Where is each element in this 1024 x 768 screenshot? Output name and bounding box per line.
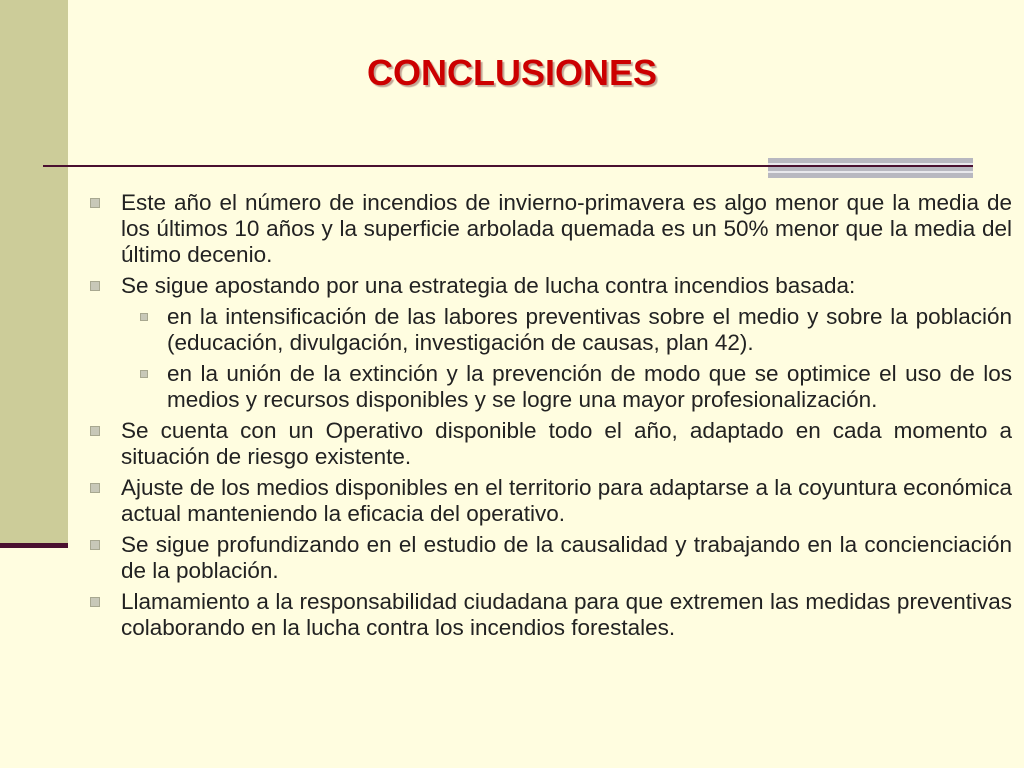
- bullet-item: [90, 418, 1012, 470]
- bullet-item: [90, 190, 1012, 268]
- bullet-text: Se sigue apostando por una estrategia de lucha contra incendios basada:: [121, 273, 856, 298]
- bullet-list: [90, 190, 1012, 646]
- sub-bullet-item: [90, 304, 1012, 356]
- square-bullet-icon: [90, 597, 100, 607]
- square-bullet-icon: [90, 540, 100, 550]
- square-bullet-icon: [140, 370, 148, 378]
- bullet-text: Este año el número de incendios de invierno-primavera es algo menor que la media de los últimos 10 años y la superficie arbolada quemada es un 50% menor que la media del último decenio.: [121, 190, 1012, 267]
- bullet-item: [90, 273, 1012, 299]
- square-bullet-icon: [90, 198, 100, 208]
- square-bullet-icon: [90, 426, 100, 436]
- bullet-item: [90, 589, 1012, 641]
- bullet-item: [90, 532, 1012, 584]
- title-divider: [43, 165, 973, 167]
- bullet-item: [90, 475, 1012, 527]
- side-accent-rule: [0, 543, 68, 548]
- sub-bullet-item: [90, 361, 1012, 413]
- bullet-text: Se sigue profundizando en el estudio de la causalidad y trabajando en la concienciación de la población.: [121, 532, 1012, 583]
- sub-bullet-text: en la unión de la extinción y la prevención de modo que se optimice el uso de los medios y recursos disponibles y se logre una mayor profesionalización.: [167, 361, 1012, 412]
- title-rule-accent: [768, 158, 973, 178]
- square-bullet-icon: [140, 313, 148, 321]
- slide-title: CONCLUSIONES: [366, 52, 658, 93]
- sub-bullet-text: en la intensificación de las labores preventivas sobre el medio y sobre la población (educación, divulgación, investigación de causas, plan 42).: [167, 304, 1012, 355]
- square-bullet-icon: [90, 483, 100, 493]
- square-bullet-icon: [90, 281, 100, 291]
- bullet-text: Se cuenta con un Operativo disponible todo el año, adaptado en cada momento a situación de riesgo existente.: [121, 418, 1012, 469]
- bullet-text: Llamamiento a la responsabilidad ciudadana para que extremen las medidas preventivas colaborando en la lucha contra los incendios forestales.: [121, 589, 1012, 640]
- bullet-text: Ajuste de los medios disponibles en el territorio para adaptarse a la coyuntura económica actual manteniendo la eficacia del operativo.: [121, 475, 1012, 526]
